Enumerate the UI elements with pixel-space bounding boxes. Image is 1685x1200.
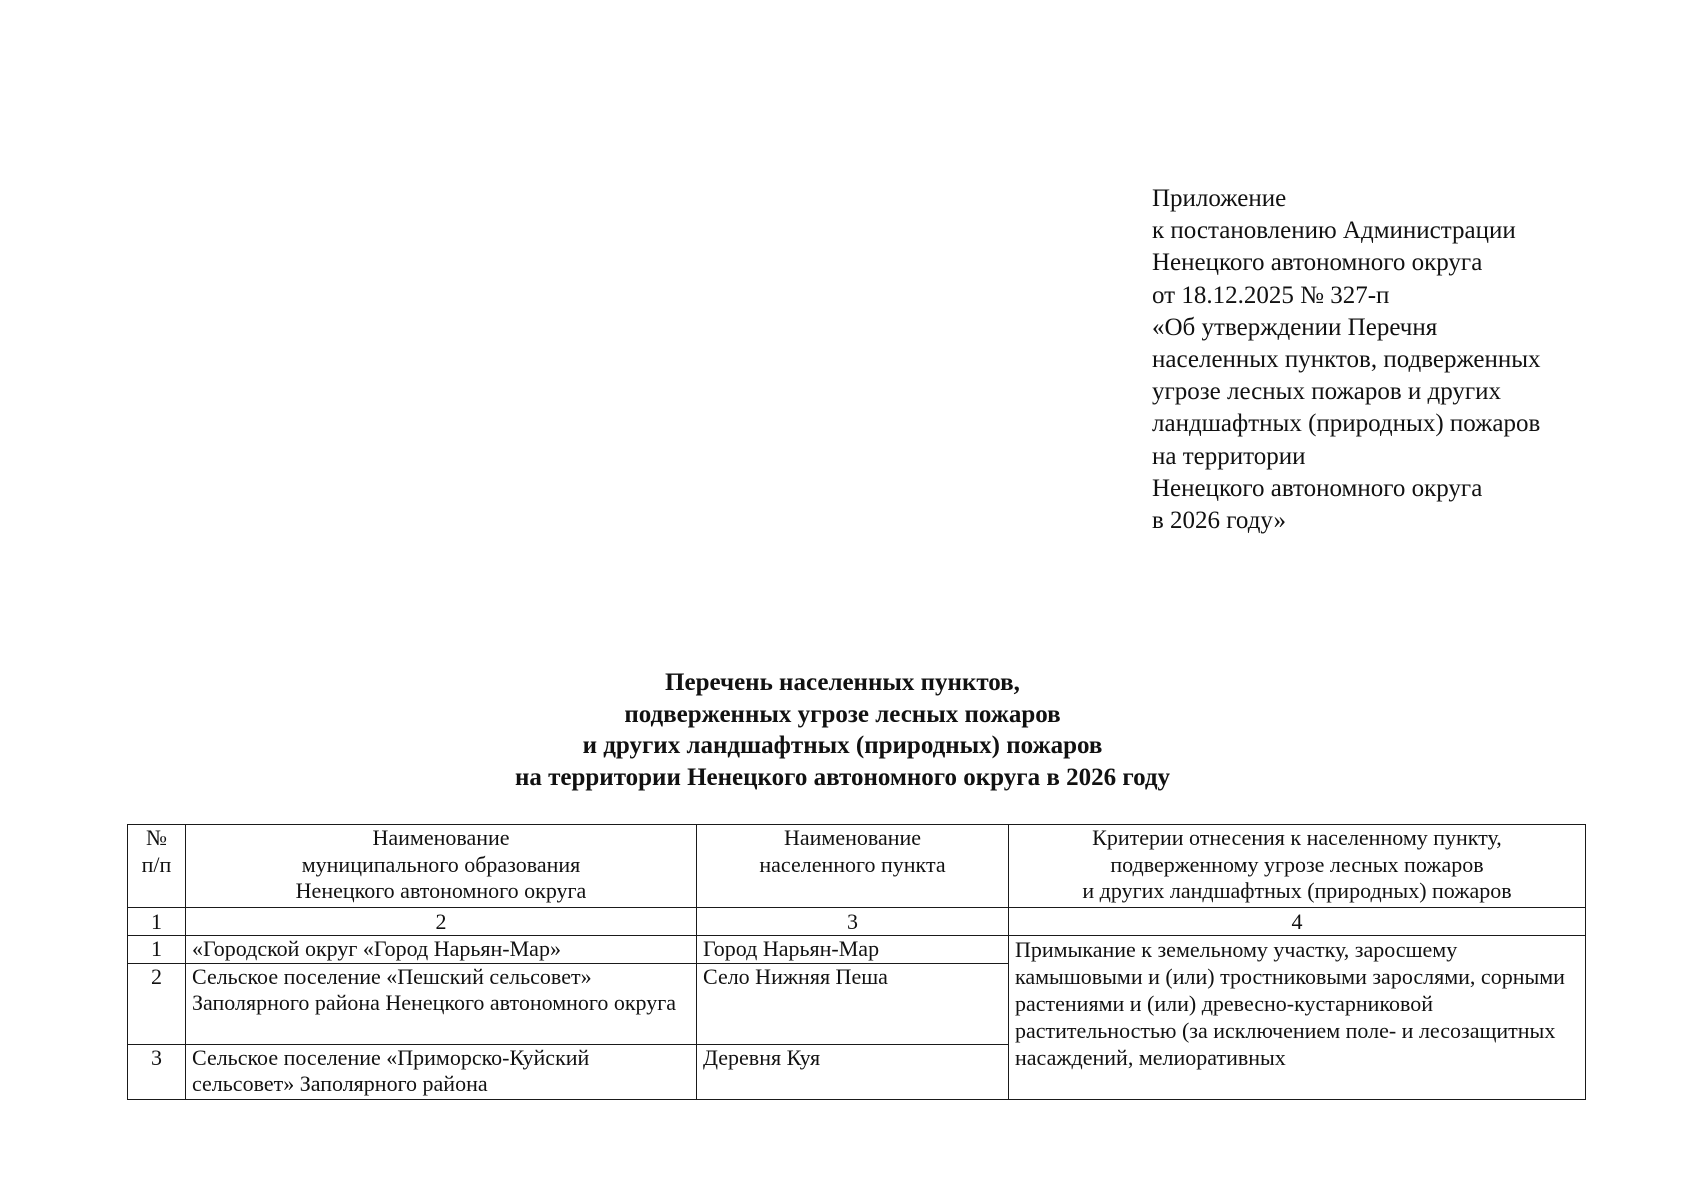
column-number-row bbox=[128, 908, 1586, 936]
appendix-line: на территории bbox=[1152, 442, 1306, 470]
title-line: Перечень населенных пунктов, bbox=[665, 669, 1020, 696]
row-number: 1 bbox=[128, 936, 186, 964]
header-cell-number: № п/п bbox=[128, 825, 186, 908]
appendix-line: в 2026 году» bbox=[1152, 507, 1287, 535]
appendix-line: населенных пунктов, подверженных bbox=[1152, 346, 1541, 374]
appendix-line: от 18.12.2025 № 327-п bbox=[1152, 281, 1390, 309]
appendix-line: ландшафтных (природных) пожаров bbox=[1152, 410, 1541, 438]
appendix-line: «Об утверждении Перечня bbox=[1152, 313, 1438, 341]
column-number-cell: 2 bbox=[186, 908, 697, 936]
settlements-table bbox=[127, 824, 1586, 1100]
appendix-line: к постановлению Администрации bbox=[1152, 217, 1516, 245]
settlement-cell: Село Нижняя Пеша bbox=[697, 963, 1009, 1044]
title-line: и других ландшафтных (природных) пожаров bbox=[582, 732, 1103, 759]
settlement-cell: Город Нарьян-Мар bbox=[697, 936, 1009, 964]
column-number-cell: 4 bbox=[1009, 908, 1586, 936]
municipality-cell: Сельское поселение «Приморско-Куйский сельсовет» Заполярного района bbox=[186, 1044, 697, 1099]
appendix-line: Приложение bbox=[1152, 185, 1287, 212]
appendix-line: Ненецкого автономного округа bbox=[1152, 249, 1483, 277]
row-number: 2 bbox=[128, 963, 186, 1044]
municipality-cell: Сельское поселение «Пешский сельсовет» Заполярного района Ненецкого автономного округа bbox=[186, 963, 697, 1044]
document-title bbox=[0, 667, 1685, 793]
title-line: на территории Ненецкого автономного округа в 2026 году bbox=[514, 763, 1171, 791]
header-cell-municipality: Наименование муниципального образования Ненецкого автономного округа bbox=[186, 825, 697, 908]
title-line: подверженных угрозе лесных пожаров bbox=[624, 700, 1061, 728]
column-number-cell: 1 bbox=[128, 908, 186, 936]
table-row bbox=[128, 936, 1586, 964]
table-header-row bbox=[128, 825, 1586, 908]
criteria-cell: Примыкание к земельному участку, заросшему камышовыми и (или) тростниковыми зарослями, сорными растениями и (или) древесно-кустарниковой растительностью (за исключением поле- и лесозащитных насаждений, мелиоративных bbox=[1009, 936, 1586, 1100]
column-number-cell: 3 bbox=[697, 908, 1009, 936]
settlement-cell: Деревня Куя bbox=[697, 1044, 1009, 1099]
header-cell-settlement: Наименование населенного пункта bbox=[697, 825, 1009, 908]
appendix-line: угрозе лесных пожаров и других bbox=[1152, 378, 1502, 406]
appendix-line: Ненецкого автономного округа bbox=[1152, 474, 1483, 502]
header-cell-criteria: Критерии отнесения к населенному пункту, подверженному угрозе лесных пожаров и других ландшафтных (природных) пожаров bbox=[1009, 825, 1586, 908]
appendix-block bbox=[1152, 183, 1541, 537]
municipality-cell: «Городской округ «Город Нарьян-Мар» bbox=[186, 936, 697, 964]
row-number: 3 bbox=[128, 1044, 186, 1099]
